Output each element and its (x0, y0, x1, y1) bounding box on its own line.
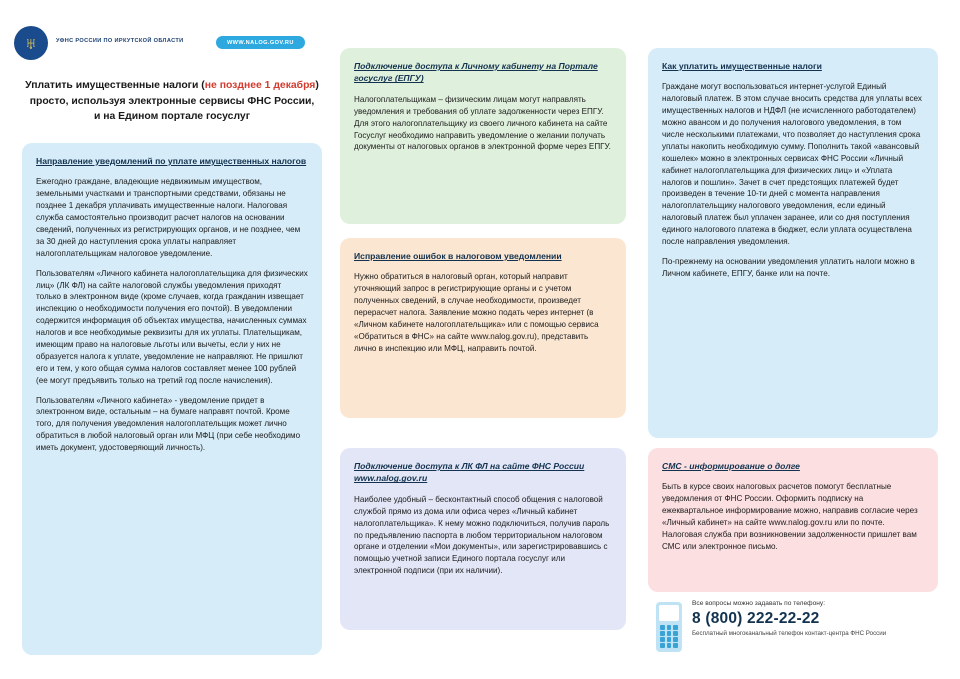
card-errors-paragraph-1: Нужно обратиться в налоговый орган, который направит уточняющий запрос в регистрирующие органы и с учетом полученных сведений, в случае необходимости, произведет перерасчет налога. Заявление можно подать через интернет (в «Личном кабинете налогоплательщика» или с помощью сервиса «Обратиться в ФНС» на сайте www.nalog.gov.ru), представить лично в инспекцию или МФЦ, направить почтой. (354, 272, 599, 353)
card-how-to-pay (648, 48, 938, 438)
card-notifications-paragraph-1: Ежегодно граждане, владеющие недвижимым имуществом, земельными участками и транспортными средствами, обязаны не позднее 1 декабря уплачивать имущественные налоги. Налоговая служба самостоятельно производит расчет налогов на основании сведений, полученных из регистрирующих органов, и не позднее, чем за 30 дней до наступления срока уплаты направляет налогоплательщикам налоговое уведомление. (36, 177, 301, 258)
page-title (22, 78, 322, 125)
card-notifications (22, 143, 322, 655)
card-epgu-paragraph-1: Налогоплательщикам – физическим лицам могут направлять уведомления и требования об уплате задолженности через ЕПГУ. Для этого налогоплательщику из своего личного кабинета на сайте Госуслуг необходимо направить уведомление о желании получать документы от налоговых органов в электронной форме через ЕПГУ. (354, 94, 611, 152)
card-notifications-heading: Направление уведомлений по уплате имущественных налогов (36, 156, 307, 166)
header (0, 0, 320, 60)
organization-name: УФНС РОССИИ ПО ИРКУТСКОЙ ОБЛАСТИ (56, 38, 184, 44)
phone-number[interactable]: 8 (800) 222-22-22 (692, 610, 820, 627)
phone-screen (659, 605, 679, 621)
card-notifications-paragraph-3: Пользователям «Личного кабинета» - уведомление придет в электронном виде, остальным – на бумаге направят почтой. Кроме того, для получения уведомления налогоплательщик может лично обратиться в любой налоговый орган или МФЦ (при себе необходимо иметь документ, удостоверяющий личность). (36, 395, 301, 453)
emblem-wrap (14, 26, 48, 60)
card-lkfl-paragraph-1: Наиболее удобный – бесконтактный способ общения с налоговой службой прямо из дома или офиса через «Личный кабинет налогоплательщика». К нему можно подключиться, получив пароль по предъявлению паспорта в любом территориальном налоговом органе и отделении «Мои документы», или зарегистрировавшись с помощью учетной записи Единого портала госуслуг или электронной подписи (при их наличии). (354, 494, 610, 576)
russian-coat-of-arms-icon: ♅ (14, 26, 48, 60)
card-errors-heading: Исправление ошибок в налоговом уведомлении (354, 251, 562, 261)
card-error-correction (340, 238, 626, 418)
card-sms-notification (648, 448, 938, 592)
title-line1-part1: Уплатить имущественные налоги ( (25, 80, 205, 91)
phone-keypad-icon (656, 602, 682, 652)
card-lkfl-heading: Подключение доступа к ЛК ФЛ на сайте ФНС России www.nalog.gov.ru (354, 461, 585, 484)
card-howpay-heading: Как уплатить имущественные налоги (662, 61, 822, 71)
card-epgu-heading: Подключение доступа к Личному кабинету на Портале госуслуг (ЕПГУ) (354, 61, 598, 84)
card-sms-heading: СМС - информирование о долге (662, 461, 800, 471)
phone-keys (660, 625, 678, 648)
title-line2: просто, используя электронные сервисы ФНС России, (29, 95, 315, 107)
card-howpay-paragraph-2: По-прежнему на основании уведомления уплатить налоги можно в Личном кабинете, ЕПГУ, банке или на почте. (662, 256, 915, 278)
title-line1-red: не позднее 1 декабря (204, 80, 316, 91)
card-sms-paragraph-1: Быть в курсе своих налоговых расчетов помогут бесплатные уведомления от ФНС России. Оформить подписку на ежеквартальное информирование можно, направив согласие через «Личный кабинет» на сайте www.nalog.gov.ru или по почте. Налоговая служба при возникновении задолженности пришлет вам СМС или электронное письмо. (662, 482, 918, 551)
card-notifications-paragraph-2: Пользователям «Личного кабинета налогоплательщика для физических лиц» (ЛК ФЛ) на сайте налоговой службы уведомления приходят только в электронном виде (кроме случаев, когда гражданин извещает инспекцию о необходимости получения его почтой). В уведомлении содержится информация об объектах имущества, начисленных суммах налогов и все необходимые реквизиты для их уплаты. Плательщикам, имеющим право на налоговые льготы или вычеты, если у них не образуется налога к уплате, уведомление не направляют. Не пришлют его и тем, у кого общая сумма налогов составляет менее 100 рублей (ее могут предъявить только на третий год после начисления). (36, 268, 308, 385)
title-line1-part2: ) (315, 80, 319, 91)
card-epgu-access (340, 48, 626, 224)
phone-top-note: Все вопросы можно задавать по телефону: (692, 600, 826, 607)
phone-bottom-note: Бесплатный многоканальный телефон контакт-центра ФНС России (692, 630, 887, 638)
card-howpay-paragraph-1: Граждане могут воспользоваться интернет-услугой Единый налоговый платеж. В этом случае вносить средства для уплаты всех имущественных налогов и НДФЛ (не исчисленного работодателем) можно авансом и до получения налогового уведомления, в том числе несколькими платежами, что позволяет до наступления срока уплаты накопить необходимую сумму. Пополнить такой «авансовый кошелек» можно в электронных сервисах ФНС России «Личный кабинет налогоплательщика для физических лиц» и «Уплата налогов и пошлин». Зачет в счет предстоящих платежей будет произведен в течение 10-ти дней с момента направления налогоплательщику налогового уведомления, если единый налоговый платеж был уплачен заранее, или со дня поступления единого налогового платежа в бюджет, если уплата осуществлена после направления уведомления. (662, 82, 922, 247)
card-lkfl-access (340, 448, 626, 630)
contact-phone-block (648, 600, 938, 660)
phone-text (692, 600, 932, 638)
title-line3: и на Едином портале госуслуг (93, 111, 251, 123)
website-badge[interactable]: WWW.NALOG.GOV.RU (216, 36, 305, 49)
